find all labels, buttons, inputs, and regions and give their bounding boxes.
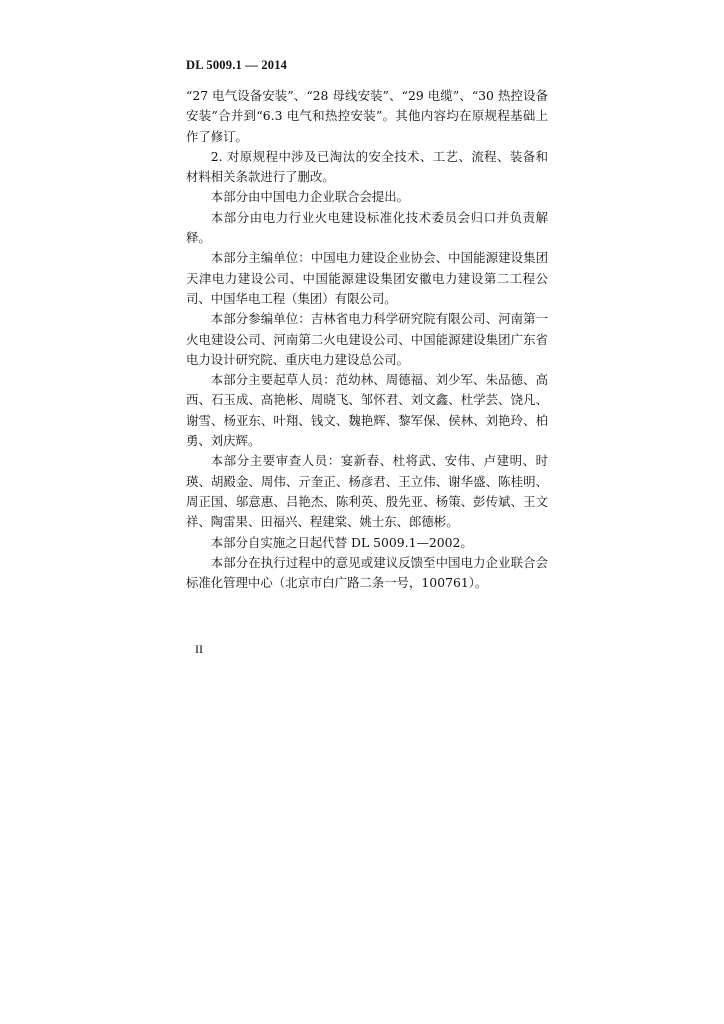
document-code-header: DL 5009.1 — 2014 <box>186 58 288 72</box>
paragraph-participating-units: 本部分参编单位：吉林省电力科学研究院有限公司、河南第一火电建设公司、河南第二火电建设公司、中国能源建设集团广东省电力设计研究院、重庆电力建设总公司。 <box>186 311 548 367</box>
paragraph-proposer: 本部分由中国电力企业联合会提出。 <box>210 189 410 205</box>
paragraph-deletion-note: 2. 对原规程中涉及已淘汰的安全技术、工艺、流程、装备和材料相关条款进行了删改。 <box>186 148 548 185</box>
paragraph-administrator: 本部分由电力行业火电建设标准化技术委员会归口并负责解释。 <box>186 209 548 246</box>
preface-body <box>186 86 548 593</box>
paragraph-merge-note: “27 电气设备安装”、“28 母线安装”、“29 电缆”、“30 热控设备安装”合并到“6.3 电气和热控安装”。其他内容均在原规程基础上作了修订。 <box>186 88 548 144</box>
paragraph-replacement: 本部分自实施之日起代替 DL 5009.1—2002。 <box>210 534 473 550</box>
paragraph-drafters: 本部分主要起草人员：范幼林、周德福、刘少军、朱品德、高西、石玉成、高艳彬、周晓飞、邹怀君、刘文鑫、杜学芸、饶凡、谢雪、杨亚东、叶翔、钱文、魏艳辉、黎军保、侯林、刘艳玲、柏勇、刘庆辉。 <box>186 372 548 449</box>
page-number: II <box>195 642 203 656</box>
paragraph-feedback: 本部分在执行过程中的意见或建议反馈至中国电力企业联合会标准化管理中心（北京市白广路二条一号，100761）。 <box>186 554 548 591</box>
paragraph-chief-units: 本部分主编单位：中国电力建设企业协会、中国能源建设集团天津电力建设公司、中国能源建设集团安徽电力建设第二工程公司、中国华电工程（集团）有限公司。 <box>186 250 548 306</box>
paragraph-reviewers: 本部分主要审查人员：宴新春、杜将武、安伟、卢建明、时瑛、胡殿金、周伟、亓奎正、杨彦君、王立伟、谢华盛、陈桂明、周正国、邬意惠、吕艳杰、陈利英、殷先亚、杨策、彭传斌、王文祥、陶雷果、田福兴、程建棠、姚士东、郎德彬。 <box>186 453 548 530</box>
